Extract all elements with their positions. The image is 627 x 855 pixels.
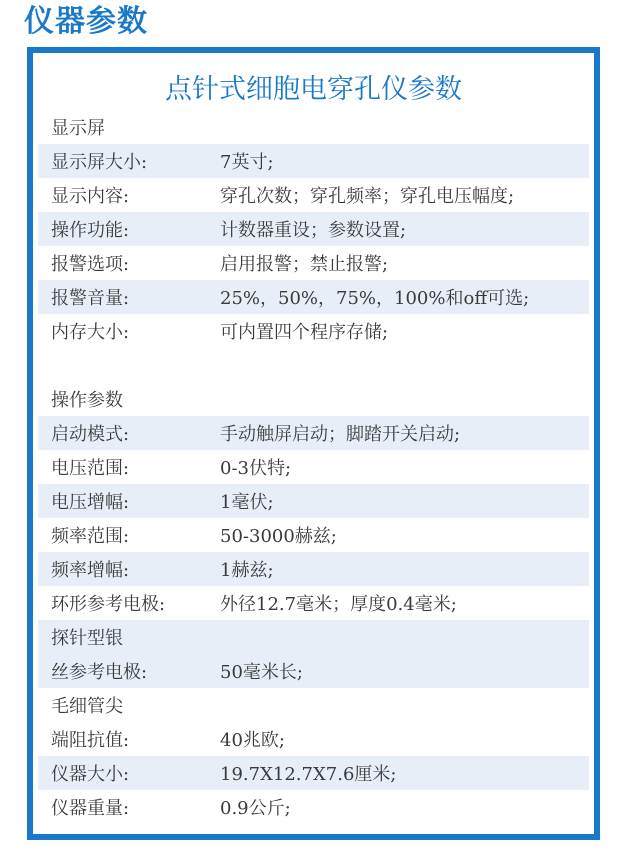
row-value: 可内置四个程序存储;: [220, 322, 389, 343]
table-row: [38, 484, 589, 518]
row-label: 报警选项:: [51, 254, 130, 275]
table-row: [38, 314, 589, 348]
row-label: 丝参考电极:: [51, 662, 148, 683]
table-row: [38, 110, 589, 144]
parameter-rows: [38, 110, 589, 824]
row-value: 外径12.7毫米；厚度0.4毫米;: [220, 594, 457, 615]
table-row: [38, 790, 589, 824]
row-label: 显示屏: [51, 118, 105, 139]
row-value: 1赫兹;: [220, 560, 274, 581]
table-row: [38, 688, 589, 722]
table-title: 点针式细胞电穿孔仪参数: [165, 74, 462, 105]
table-row: [38, 620, 589, 654]
row-label: 探针型银: [51, 628, 123, 649]
row-label: 频率范围:: [51, 526, 130, 547]
row-value: 穿孔次数；穿孔频率；穿孔电压幅度;: [220, 186, 515, 207]
row-label: 报警音量:: [51, 288, 130, 309]
row-label: 仪器重量:: [51, 798, 130, 819]
row-value: 0.9公斤;: [220, 798, 291, 819]
table-row: [38, 246, 589, 280]
table-row: [38, 518, 589, 552]
row-label: 启动模式:: [51, 424, 130, 445]
row-value: 手动触屏启动；脚踏开关启动;: [220, 424, 461, 445]
table-row: [38, 552, 589, 586]
table-row: [38, 144, 589, 178]
table-row: [38, 722, 589, 756]
row-value: 25%，50%，75%，100%和off可选;: [220, 288, 530, 309]
table-row: [38, 212, 589, 246]
row-label: 操作参数: [51, 390, 123, 411]
table-row: [38, 348, 589, 382]
row-value: 7英寸;: [220, 152, 274, 173]
row-label: 仪器大小:: [51, 764, 130, 785]
row-value: 启用报警；禁止报警;: [220, 254, 389, 275]
row-value: 19.7X12.7X7.6厘米;: [220, 764, 397, 785]
row-label: 显示内容:: [51, 186, 130, 207]
page-heading: 仪器参数: [24, 4, 148, 39]
row-label: 电压增幅:: [51, 492, 130, 513]
row-value: 50毫米长;: [220, 662, 303, 683]
row-value: 1毫伏;: [220, 492, 274, 513]
row-label: 端阻抗值:: [51, 730, 130, 751]
row-label: 内存大小:: [51, 322, 130, 343]
row-label: 毛细管尖: [51, 696, 123, 717]
row-value: 40兆欧;: [220, 730, 285, 751]
row-value: 0-3伏特;: [220, 458, 292, 479]
table-row: [38, 280, 589, 314]
row-value: 计数器重设；参数设置;: [220, 220, 407, 241]
parameter-table-frame: [27, 47, 600, 840]
table-row: [38, 382, 589, 416]
row-value: 50-3000赫兹;: [220, 526, 337, 547]
table-row: [38, 416, 589, 450]
row-label: 电压范围:: [51, 458, 130, 479]
table-row: [38, 178, 589, 212]
table-row: [38, 654, 589, 688]
row-label: 环形参考电极:: [51, 594, 166, 615]
row-label: 操作功能:: [51, 220, 130, 241]
table-row: [38, 586, 589, 620]
table-row: [38, 756, 589, 790]
row-label: 显示屏大小:: [51, 152, 148, 173]
row-label: 频率增幅:: [51, 560, 130, 581]
table-row: [38, 450, 589, 484]
